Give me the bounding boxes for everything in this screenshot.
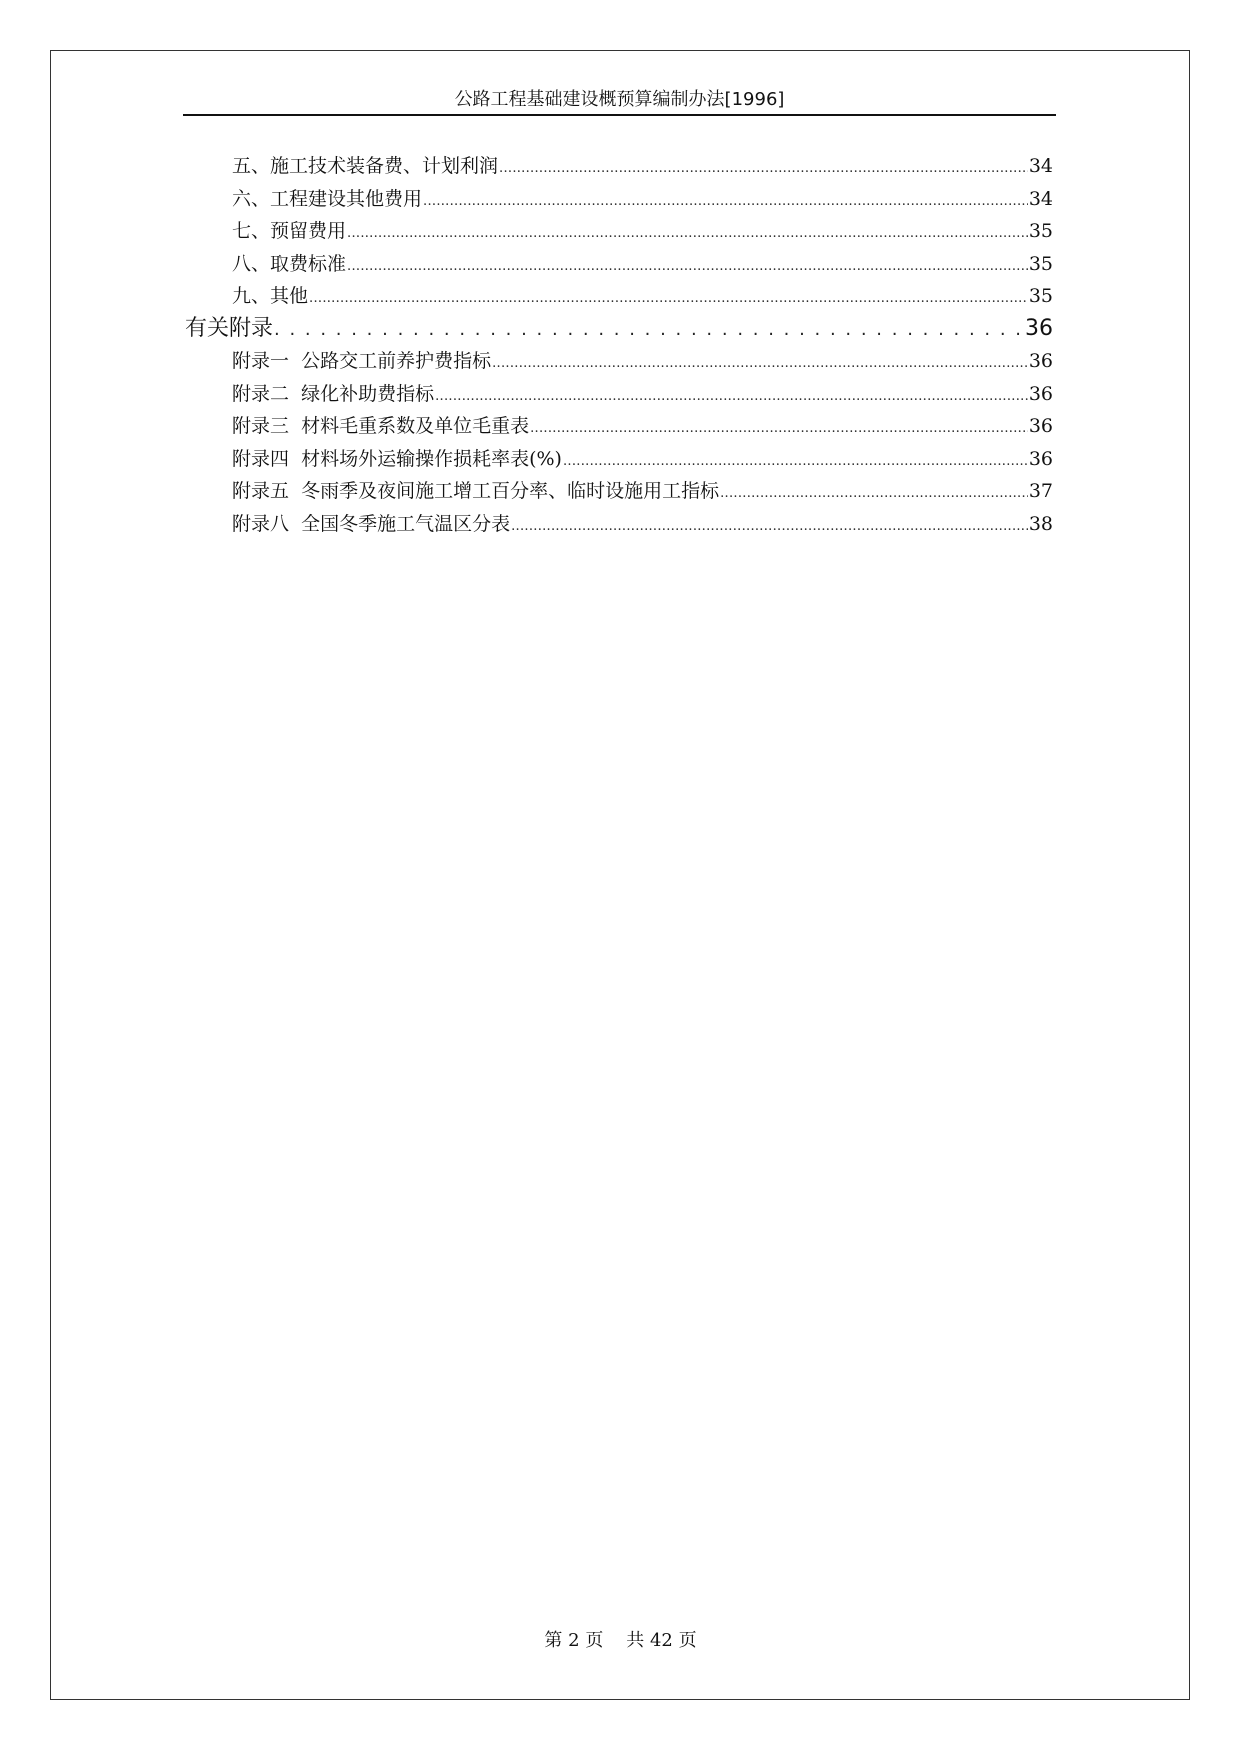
toc-entry-title: 附录二 绿化补助费指标 [232, 382, 435, 405]
toc-dot-leader [347, 248, 1028, 283]
toc-entry-title: 附录五 冬雨季及夜间施工增工百分率、临时设施用工指标 [232, 480, 720, 502]
toc-entry[interactable] [185, 475, 1053, 508]
toc-entry-page: 35 [1028, 220, 1053, 242]
toc-entry[interactable] [185, 508, 1053, 541]
toc-entry-title: 有关附录 [185, 315, 274, 341]
toc-entry-page: 36 [1028, 382, 1053, 405]
total-pages-label: 共 42 页 [626, 1630, 697, 1651]
toc-entry-title: 六、工程建设其他费用 [232, 187, 423, 210]
toc-entry[interactable] [185, 280, 1053, 313]
toc-entry-page: 34 [1028, 187, 1053, 210]
toc-dot-leader [563, 443, 1028, 478]
toc-entry[interactable] [185, 150, 1053, 183]
page-footer [0, 1626, 1241, 1652]
toc-entry-title: 附录八 全国冬季施工气温区分表 [232, 512, 511, 535]
toc-entry[interactable] [185, 378, 1053, 411]
table-of-contents [185, 150, 1053, 540]
toc-entry-title: 七、预留费用 [232, 220, 347, 242]
toc-entry-page: 35 [1028, 252, 1053, 275]
toc-dot-leader [347, 215, 1028, 250]
toc-dot-leader [309, 280, 1028, 315]
toc-entry-title: 附录四 材料场外运输操作损耗率表(%) [232, 447, 562, 470]
toc-entry-title: 附录三 材料毛重系数及单位毛重表 [232, 415, 530, 437]
toc-dot-leader [492, 345, 1028, 380]
page-header-title: 公路工程基础建设概预算编制办法[1996] [454, 89, 785, 110]
toc-entry-page: 35 [1028, 285, 1053, 307]
toc-entry-page: 38 [1028, 512, 1053, 535]
toc-entry-title: 附录一 公路交工前养护费指标 [232, 350, 492, 372]
toc-dot-leader [423, 183, 1028, 218]
toc-entry[interactable] [185, 248, 1053, 281]
toc-entry-title: 八、取费标准 [232, 252, 347, 275]
toc-entry[interactable] [185, 183, 1053, 216]
toc-dot-leader [499, 150, 1028, 185]
toc-entry[interactable] [185, 215, 1053, 248]
toc-dot-leader [720, 475, 1028, 510]
toc-dot-leader [435, 378, 1028, 413]
toc-section-heading[interactable] [185, 313, 1053, 346]
toc-entry-title: 九、其他 [232, 285, 309, 307]
toc-entry-title: 五、施工技术装备费、计划利润 [232, 155, 499, 177]
toc-dot-leader [274, 313, 1024, 346]
toc-dot-leader [511, 508, 1028, 543]
toc-entry-page: 36 [1028, 415, 1053, 437]
toc-entry[interactable] [185, 443, 1053, 476]
header-rule [183, 114, 1056, 116]
toc-entry-page: 36 [1028, 350, 1053, 372]
toc-dot-leader [530, 410, 1028, 445]
toc-entry-page: 36 [1025, 315, 1053, 341]
toc-entry[interactable] [185, 345, 1053, 378]
toc-entry[interactable] [185, 410, 1053, 443]
toc-entry-page: 37 [1028, 480, 1053, 502]
toc-entry-page: 36 [1028, 447, 1053, 470]
page-number-label: 第 2 页 [544, 1630, 604, 1651]
toc-entry-page: 34 [1028, 155, 1053, 177]
